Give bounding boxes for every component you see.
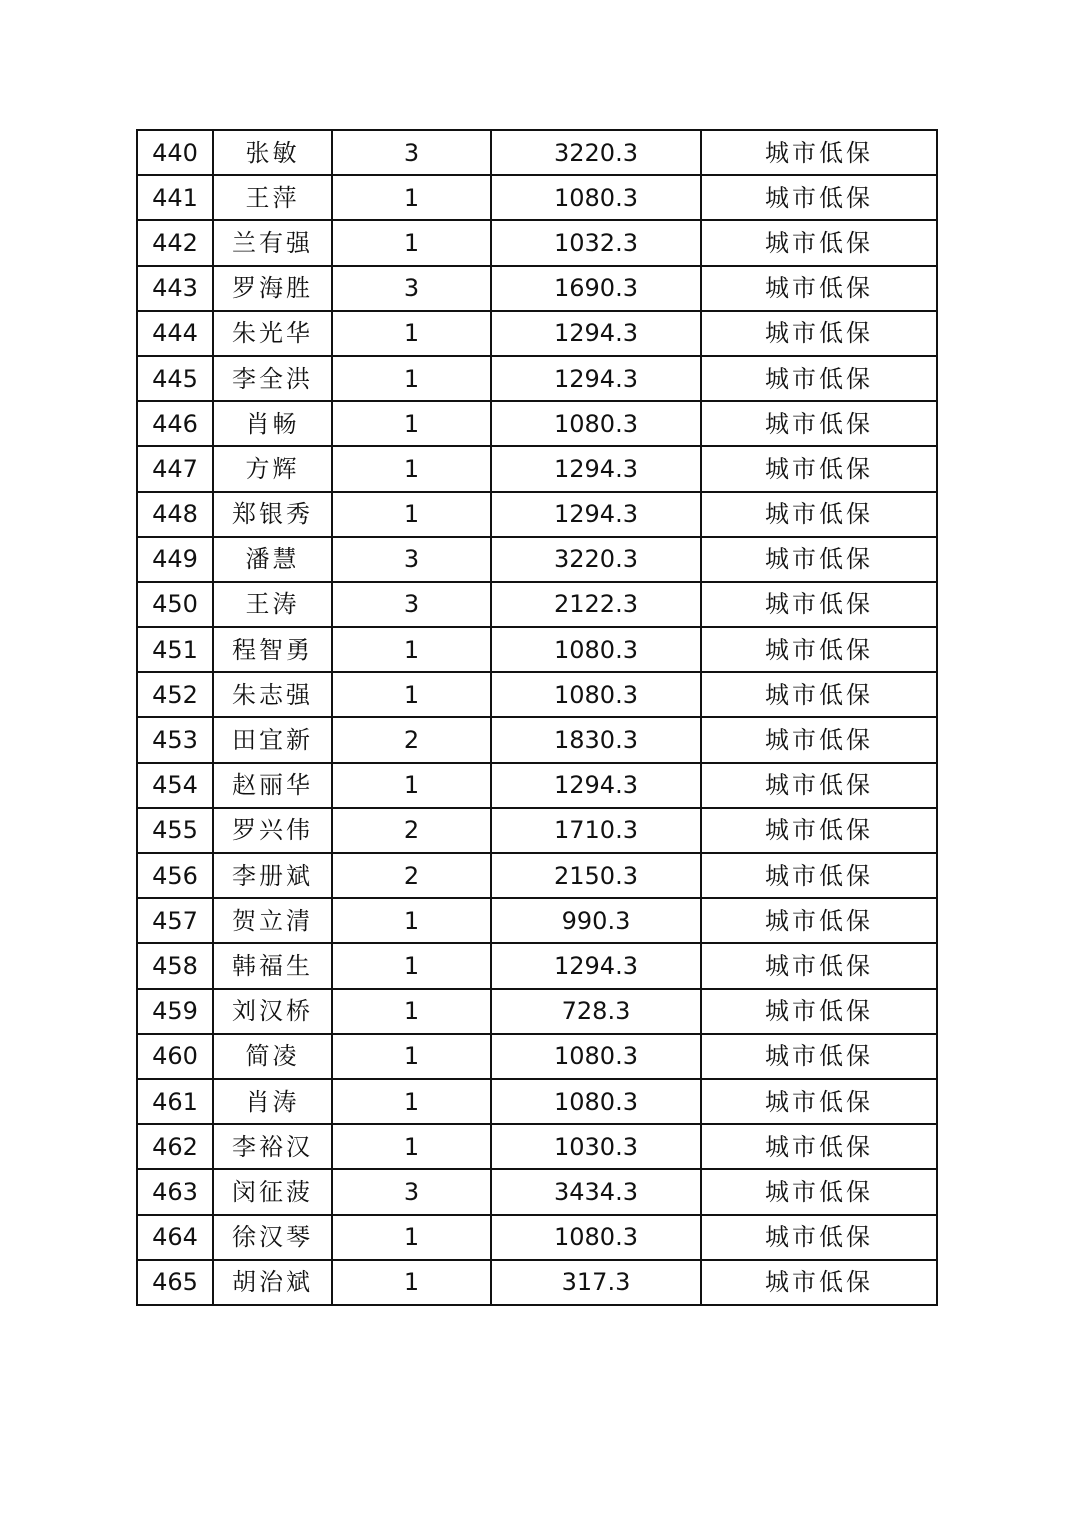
household-size-cell: 1 — [332, 627, 491, 672]
household-size-cell: 3 — [332, 130, 491, 175]
row-number-cell: 443 — [137, 266, 213, 311]
assistance-type-cell: 城市低保 — [701, 717, 937, 762]
amount-cell: 317.3 — [491, 1260, 701, 1305]
table-row — [137, 356, 937, 401]
row-number-cell: 463 — [137, 1169, 213, 1214]
assistance-type-cell: 城市低保 — [701, 1215, 937, 1260]
household-size-cell: 1 — [332, 356, 491, 401]
row-number-cell: 444 — [137, 311, 213, 356]
amount-cell: 2122.3 — [491, 582, 701, 627]
assistance-type-cell: 城市低保 — [701, 627, 937, 672]
assistance-type-cell: 城市低保 — [701, 989, 937, 1034]
amount-cell: 2150.3 — [491, 853, 701, 898]
amount-cell: 1294.3 — [491, 943, 701, 988]
recipient-name-cell: 徐汉琴 — [213, 1215, 332, 1260]
row-number-cell: 448 — [137, 492, 213, 537]
household-size-cell: 1 — [332, 898, 491, 943]
table-row — [137, 266, 937, 311]
assistance-type-cell: 城市低保 — [701, 175, 937, 220]
row-number-cell: 460 — [137, 1034, 213, 1079]
amount-cell: 990.3 — [491, 898, 701, 943]
amount-cell: 728.3 — [491, 989, 701, 1034]
assistance-type-cell: 城市低保 — [701, 311, 937, 356]
table-row — [137, 808, 937, 853]
assistance-type-cell: 城市低保 — [701, 1079, 937, 1124]
amount-cell: 1080.3 — [491, 1079, 701, 1124]
recipient-name-cell: 潘慧 — [213, 537, 332, 582]
assistance-type-cell: 城市低保 — [701, 130, 937, 175]
table-row — [137, 130, 937, 175]
assistance-type-cell: 城市低保 — [701, 1034, 937, 1079]
table-row — [137, 1215, 937, 1260]
recipient-name-cell: 兰有强 — [213, 220, 332, 265]
table-row — [137, 537, 937, 582]
assistance-type-cell: 城市低保 — [701, 808, 937, 853]
household-size-cell: 1 — [332, 220, 491, 265]
assistance-type-cell: 城市低保 — [701, 763, 937, 808]
household-size-cell: 3 — [332, 266, 491, 311]
amount-cell: 1294.3 — [491, 446, 701, 491]
row-number-cell: 459 — [137, 989, 213, 1034]
household-size-cell: 1 — [332, 401, 491, 446]
recipient-name-cell: 贺立清 — [213, 898, 332, 943]
amount-cell: 1294.3 — [491, 492, 701, 537]
row-number-cell: 464 — [137, 1215, 213, 1260]
amount-cell: 3220.3 — [491, 537, 701, 582]
table-row — [137, 492, 937, 537]
recipient-name-cell: 罗海胜 — [213, 266, 332, 311]
household-size-cell: 1 — [332, 1124, 491, 1169]
household-size-cell: 1 — [332, 763, 491, 808]
row-number-cell: 456 — [137, 853, 213, 898]
table-row — [137, 175, 937, 220]
recipient-name-cell: 刘汉桥 — [213, 989, 332, 1034]
household-size-cell: 1 — [332, 311, 491, 356]
recipient-name-cell: 朱志强 — [213, 672, 332, 717]
row-number-cell: 442 — [137, 220, 213, 265]
household-size-cell: 3 — [332, 537, 491, 582]
assistance-type-cell: 城市低保 — [701, 582, 937, 627]
row-number-cell: 446 — [137, 401, 213, 446]
assistance-type-cell: 城市低保 — [701, 898, 937, 943]
recipient-name-cell: 罗兴伟 — [213, 808, 332, 853]
household-size-cell: 2 — [332, 808, 491, 853]
table-row — [137, 898, 937, 943]
table-row — [137, 220, 937, 265]
table-row — [137, 672, 937, 717]
recipient-name-cell: 王萍 — [213, 175, 332, 220]
amount-cell: 1080.3 — [491, 1034, 701, 1079]
recipient-name-cell: 田宜新 — [213, 717, 332, 762]
table-row — [137, 401, 937, 446]
row-number-cell: 462 — [137, 1124, 213, 1169]
assistance-type-cell: 城市低保 — [701, 672, 937, 717]
table-row — [137, 943, 937, 988]
row-number-cell: 461 — [137, 1079, 213, 1124]
recipient-name-cell: 李册斌 — [213, 853, 332, 898]
row-number-cell: 447 — [137, 446, 213, 491]
row-number-cell: 445 — [137, 356, 213, 401]
row-number-cell: 458 — [137, 943, 213, 988]
household-size-cell: 3 — [332, 582, 491, 627]
row-number-cell: 455 — [137, 808, 213, 853]
assistance-type-cell: 城市低保 — [701, 853, 937, 898]
assistance-type-cell: 城市低保 — [701, 220, 937, 265]
assistance-roster-table — [136, 129, 938, 1306]
household-size-cell: 1 — [332, 943, 491, 988]
household-size-cell: 1 — [332, 492, 491, 537]
household-size-cell: 1 — [332, 175, 491, 220]
amount-cell: 1030.3 — [491, 1124, 701, 1169]
recipient-name-cell: 胡治斌 — [213, 1260, 332, 1305]
amount-cell: 1830.3 — [491, 717, 701, 762]
recipient-name-cell: 肖畅 — [213, 401, 332, 446]
household-size-cell: 2 — [332, 717, 491, 762]
household-size-cell: 1 — [332, 1260, 491, 1305]
amount-cell: 1080.3 — [491, 627, 701, 672]
assistance-type-cell: 城市低保 — [701, 356, 937, 401]
row-number-cell: 449 — [137, 537, 213, 582]
table-row — [137, 989, 937, 1034]
recipient-name-cell: 张敏 — [213, 130, 332, 175]
assistance-type-cell: 城市低保 — [701, 492, 937, 537]
amount-cell: 1710.3 — [491, 808, 701, 853]
recipient-name-cell: 方辉 — [213, 446, 332, 491]
amount-cell: 3220.3 — [491, 130, 701, 175]
assistance-type-cell: 城市低保 — [701, 537, 937, 582]
amount-cell: 1294.3 — [491, 763, 701, 808]
row-number-cell: 440 — [137, 130, 213, 175]
household-size-cell: 1 — [332, 446, 491, 491]
row-number-cell: 451 — [137, 627, 213, 672]
amount-cell: 1080.3 — [491, 672, 701, 717]
recipient-name-cell: 王涛 — [213, 582, 332, 627]
recipient-name-cell: 简凌 — [213, 1034, 332, 1079]
recipient-name-cell: 李裕汉 — [213, 1124, 332, 1169]
row-number-cell: 457 — [137, 898, 213, 943]
assistance-type-cell: 城市低保 — [701, 1260, 937, 1305]
row-number-cell: 465 — [137, 1260, 213, 1305]
assistance-type-cell: 城市低保 — [701, 266, 937, 311]
household-size-cell: 2 — [332, 853, 491, 898]
recipient-name-cell: 程智勇 — [213, 627, 332, 672]
recipient-name-cell: 闵征菠 — [213, 1169, 332, 1214]
table-row — [137, 1034, 937, 1079]
row-number-cell: 450 — [137, 582, 213, 627]
table-row — [137, 582, 937, 627]
assistance-type-cell: 城市低保 — [701, 1169, 937, 1214]
table-row — [137, 1079, 937, 1124]
household-size-cell: 3 — [332, 1169, 491, 1214]
recipient-name-cell: 朱光华 — [213, 311, 332, 356]
assistance-type-cell: 城市低保 — [701, 1124, 937, 1169]
table-row — [137, 311, 937, 356]
household-size-cell: 1 — [332, 1034, 491, 1079]
table-row — [137, 717, 937, 762]
amount-cell: 3434.3 — [491, 1169, 701, 1214]
household-size-cell: 1 — [332, 989, 491, 1034]
amount-cell: 1080.3 — [491, 175, 701, 220]
recipient-name-cell: 李全洪 — [213, 356, 332, 401]
amount-cell: 1080.3 — [491, 401, 701, 446]
amount-cell: 1294.3 — [491, 356, 701, 401]
recipient-name-cell: 肖涛 — [213, 1079, 332, 1124]
table-row — [137, 853, 937, 898]
amount-cell: 1080.3 — [491, 1215, 701, 1260]
amount-cell: 1690.3 — [491, 266, 701, 311]
recipient-name-cell: 郑银秀 — [213, 492, 332, 537]
recipient-name-cell: 赵丽华 — [213, 763, 332, 808]
recipient-name-cell: 韩福生 — [213, 943, 332, 988]
roster-body — [137, 130, 937, 1305]
row-number-cell: 441 — [137, 175, 213, 220]
assistance-type-cell: 城市低保 — [701, 943, 937, 988]
household-size-cell: 1 — [332, 672, 491, 717]
table-row — [137, 446, 937, 491]
table-row — [137, 627, 937, 672]
row-number-cell: 452 — [137, 672, 213, 717]
amount-cell: 1032.3 — [491, 220, 701, 265]
assistance-type-cell: 城市低保 — [701, 401, 937, 446]
household-size-cell: 1 — [332, 1215, 491, 1260]
table-row — [137, 1260, 937, 1305]
row-number-cell: 454 — [137, 763, 213, 808]
table-row — [137, 763, 937, 808]
amount-cell: 1294.3 — [491, 311, 701, 356]
row-number-cell: 453 — [137, 717, 213, 762]
assistance-type-cell: 城市低保 — [701, 446, 937, 491]
table-row — [137, 1169, 937, 1214]
household-size-cell: 1 — [332, 1079, 491, 1124]
table-row — [137, 1124, 937, 1169]
